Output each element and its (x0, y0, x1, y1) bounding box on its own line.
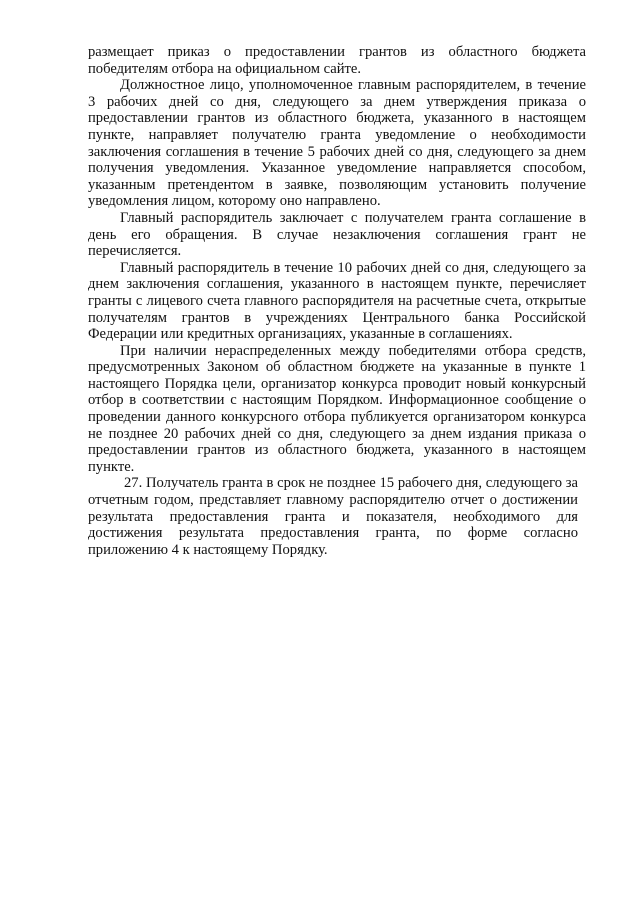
paragraph-agreement: Главный распорядитель заключает с получателем гранта соглашение в день его обращения. В случае незаключения соглашения грант не перечисляется. (88, 209, 586, 260)
paragraph-new-selection: При наличии нераспределенных между победителями отбора средств, предусмотренных Законом об областном бюджете на указанные в пункте 1 настоящего Порядка цели, организатор конкурса проводит новый конкурсный отбор в соответствии с настоящим Порядком. Информационное сообщение о проведении данного конкурсного отбора публикуется организатором конкурса не позднее 20 рабочих дней со дня, следующего за днем издания приказа о предоставлении грантов из областного бюджета, указанного в настоящем пункте. (88, 342, 586, 475)
paragraph-publication: размещает приказ о предоставлении грантов из областного бюджета победителям отбора на официальном сайте. (88, 44, 586, 77)
paragraph-transfer: Главный распорядитель в течение 10 рабочих дней со дня, следующего за днем заключения соглашения, указанного в настоящем пункте, перечисляет гранты с лицевого счета главного распорядителя на расчетные счета, открытые получателям грантов в учреждениях Центрального банка Российской Федерации или кредитных организациях, указанные в соглашениях. (88, 259, 586, 343)
document-page (88, 44, 586, 558)
paragraph-notification: Должностное лицо, уполномоченное главным распорядителем, в течение 3 рабочих дней со дня, следующего за днем утверждения приказа о предоставлении грантов из областного бюджета, указанного в настоящем пункте, направляет получателю гранта уведомление о необходимости заключения соглашения в течение 5 рабочих дней со дня, следующего за днем получения уведомления. Указанное уведомление направляется способом, указанным претендентом в заявке, позволяющим установить получение уведомления лицом, которому оно направлено. (88, 77, 586, 210)
paragraph-item-27: 27. Получатель гранта в срок не позднее 15 рабочего дня, следующего за отчетным годом, представляет главному распорядителю отчет о достижении результата предоставления гранта и показателя, необходимого для достижения результата предоставления гранта, по форме согласно приложению 4 к настоящему Порядку. (88, 475, 578, 558)
